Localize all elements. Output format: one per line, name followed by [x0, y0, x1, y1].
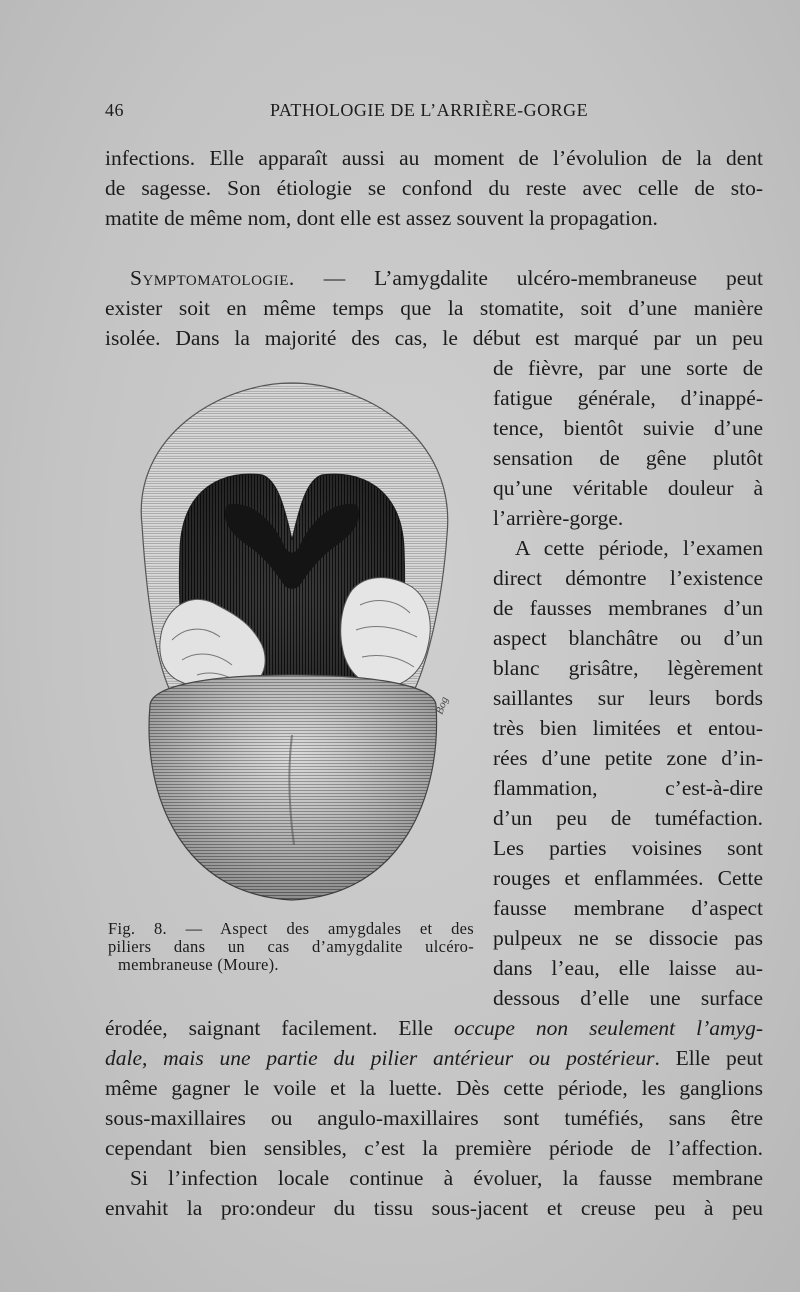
- caption-line: Fig. 8. — Aspect des amygdales et des: [108, 919, 474, 938]
- section-heading: Symptomatologie.: [130, 266, 295, 290]
- text-line: rées d’une petite zone d’in-: [493, 746, 763, 770]
- text-line: envahit la pro:ondeur du tissu sous-jacent et creuse peu à peu: [105, 1196, 763, 1220]
- italic-span: occupe non seulement l’amyg-: [454, 1016, 763, 1040]
- engraver-signature: Bog: [433, 695, 451, 717]
- text-line: Si l’infection locale continue à évoluer, la fausse membrane: [130, 1166, 763, 1190]
- text-line: [105, 1013, 763, 1043]
- text-line: sous-maxillaires ou angulo-maxillaires sont tuméfiés, sans être: [105, 1106, 763, 1130]
- text-line: [105, 263, 763, 293]
- caption-line: piliers dans un cas d’amygdalite ulcéro-: [108, 937, 474, 956]
- text-line: d’un peu de tuméfaction.: [493, 806, 763, 830]
- text-line: dessous d’elle une surface: [493, 986, 763, 1010]
- text-line: de fausses membranes d’un: [493, 596, 763, 620]
- italic-span: dale, mais une partie du pilier antérieur ou postérieur: [105, 1046, 655, 1070]
- text-line: fatigue générale, d’inappé-: [493, 386, 763, 410]
- page-header: [105, 100, 765, 130]
- text-line: pulpeux ne se dissocie pas: [493, 926, 763, 950]
- text-line: même gagner le voile et la luette. Dès cette période, les ganglions: [105, 1076, 763, 1100]
- text-span: . Elle peut: [654, 1046, 764, 1070]
- text-line: fausse membrane d’aspect: [493, 896, 763, 920]
- text-line: exister soit en même temps que la stomatite, soit d’une manière: [105, 296, 763, 320]
- text-line: de sagesse. Son étiologie se confond du reste avec celle de sto-: [105, 176, 763, 200]
- text-span: — L’amygdalite ulcéro-membraneuse peut: [294, 266, 763, 290]
- text-line: aspect blanchâtre ou d’un: [493, 626, 763, 650]
- intro-paragraph: [105, 143, 763, 233]
- text-line: cependant bien sensibles, c’est la première période de l’affection.: [105, 1136, 763, 1160]
- text-line: isolée. Dans la majorité des cas, le début est marqué par un peu: [105, 326, 763, 350]
- text-line: de fièvre, par une sorte de: [493, 356, 763, 380]
- text-line: Les parties voisines sont: [493, 836, 763, 860]
- bottom-paragraph: [105, 1013, 763, 1223]
- throat-engraving-svg: [112, 375, 472, 915]
- text-line: flammation, c’est-à-dire: [493, 776, 763, 800]
- text-line: saillantes sur leurs bords: [493, 686, 763, 710]
- text-line: [105, 1043, 763, 1073]
- text-line: très bien limitées et entou-: [493, 716, 763, 740]
- text-line: direct démontre l’existence: [493, 566, 763, 590]
- right-column-text: [493, 353, 763, 1013]
- text-line: sensation de gêne plutôt: [493, 446, 763, 470]
- text-span: érodée, saignant facilement. Elle: [105, 1016, 455, 1040]
- text-line: l’arrière-gorge.: [493, 506, 624, 530]
- tongue-shading: [149, 675, 437, 900]
- symptomatology-paragraph: [105, 263, 763, 353]
- text-line: matite de même nom, dont elle est assez souvent la propagation.: [105, 206, 658, 230]
- page-number: 46: [105, 100, 124, 120]
- text-line: rouges et enflammées. Cette: [493, 866, 763, 890]
- text-line: dans l’eau, elle laisse au-: [493, 956, 763, 980]
- right-tonsil-membrane: [341, 578, 431, 688]
- text-line: A cette période, l’examen: [515, 536, 763, 560]
- running-title: PATHOLOGIE DE L’ARRIÈRE-GORGE: [270, 100, 589, 120]
- figure-caption: [108, 920, 474, 974]
- text-line: blanc grisâtre, lègèrement: [493, 656, 763, 680]
- text-line: qu’une véritable douleur à: [493, 476, 763, 500]
- throat-illustration: [112, 375, 472, 915]
- caption-line: membraneuse (Moure).: [118, 955, 279, 974]
- text-line: infections. Elle apparaît aussi au moment de l’évolulion de la dent: [105, 146, 763, 170]
- text-line: tence, bientôt suivie d’une: [493, 416, 763, 440]
